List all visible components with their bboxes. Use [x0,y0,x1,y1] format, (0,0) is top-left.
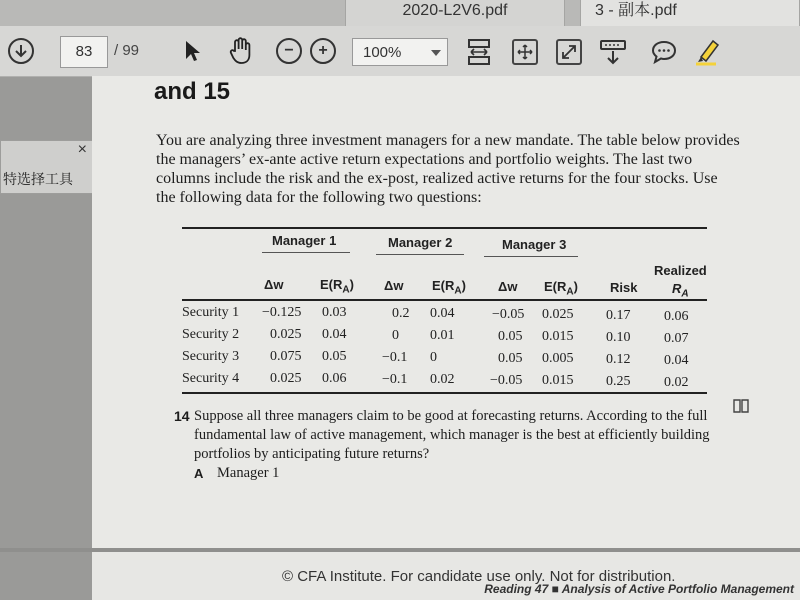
cell-realized: 0.02 [664,375,689,390]
cell-m2-dw: −0.1 [382,350,408,365]
col-header-m3-er: $E(R_A)$ [544,279,578,298]
comment-icon [650,39,678,65]
pdf-page [92,76,800,548]
manager1-underline [262,252,350,253]
toolbar [0,26,800,77]
cell-risk: 0.12 [606,352,631,367]
tab-3-copy[interactable] [580,0,800,26]
close-icon[interactable]: × [77,141,87,158]
cell-risk: 0.25 [606,374,631,389]
zoom-in-button[interactable] [310,38,336,64]
cell-realized: 0.06 [664,309,689,324]
hand-icon [228,37,254,65]
select-tool-button[interactable] [180,38,206,64]
page-number-input[interactable]: 83 [60,36,108,68]
table-top-rule [182,227,707,229]
chevron-down-icon [431,50,441,56]
highlighter-icon [692,36,722,66]
next-page-header [92,552,800,600]
col-header-realized: Realized [654,263,707,278]
row-label: Security 4 [182,371,240,386]
arrow-down-icon [14,44,28,58]
row-label: Security 1 [182,305,240,320]
cell-m3-dw: 0.05 [498,329,523,344]
cell-m1-dw: 0.025 [270,327,302,342]
table-header-rule [182,299,707,301]
group-header-manager1: Manager 1 [272,233,337,248]
cell-m2-er: 0.04 [430,306,455,321]
cell-m2-dw: −0.1 [382,372,408,387]
manager2-underline [376,254,464,255]
row-label: Security 3 [182,349,240,364]
tab-label: 2020-L2V6.pdf [402,2,508,19]
tab-2020-l2v6[interactable] [345,0,565,26]
cell-m1-er: 0.05 [322,349,347,364]
question-number: 14 [174,408,190,424]
cell-m2-dw: 0 [392,328,399,343]
cell-m1-er: 0.06 [322,371,347,386]
cell-risk: 0.10 [606,330,631,345]
cell-m3-dw: −0.05 [490,373,523,388]
group-header-manager2: Manager 2 [388,235,453,250]
fit-width-icon [467,38,491,66]
option-letter: A [194,466,204,481]
cursor-arrow-icon [183,39,203,63]
cell-m2-er: 0.02 [430,372,455,387]
question-text: Suppose all three managers claim to be good at forecasting returns. According to the full fundamental law of active management, which manager is the best at efficiently building portfolios by anticipating future returns? [194,408,710,462]
table-bottom-rule [182,392,707,394]
fit-page-icon [516,43,534,61]
cell-m3-dw: −0.05 [492,307,525,322]
panel-label: 特选择工具 [3,172,73,188]
option-text: Manager 1 [217,465,280,481]
book-icon[interactable] [732,398,750,419]
tool-panel [0,140,94,194]
fit-width-button[interactable] [466,38,492,66]
expand-icon [560,43,578,61]
col-header-realized-ra: $R_A$ [672,281,689,300]
page-total: / 99 [114,42,140,59]
intro-paragraph: You are analyzing three investment managers for a new mandate. The table below provides the managers’ ex-ante active return expectations and portfolio weights. The last two columns include the risk and the ex-post, realized active returns for the four stocks. Use the following data for the following two questions: [156,132,740,206]
group-header-manager3: Manager 3 [502,237,567,252]
col-header-m1-dw: Δw [264,277,284,292]
cell-risk: 0.17 [606,308,631,323]
next-page-button[interactable] [8,38,34,64]
cell-m3-dw: 0.05 [498,351,523,366]
col-header-m2-dw: Δw [384,278,404,293]
scroll-mode-icon [599,38,627,66]
cell-m1-er: 0.04 [322,327,347,342]
col-header-m3-dw: Δw [498,279,518,294]
fit-page-button[interactable] [512,39,538,65]
tab-label: 3 - 副本.pdf [595,2,677,19]
col-header-risk: Risk [610,280,638,295]
full-screen-button[interactable] [556,39,582,65]
section-heading: and 15 [154,78,231,105]
highlight-button[interactable] [692,36,722,66]
zoom-out-button[interactable] [276,38,302,64]
zoom-value: 100% [363,44,402,61]
col-header-m1-er: $E(R_A)$ [320,277,354,296]
cell-m1-dw: 0.025 [270,371,302,386]
tab-bar [0,0,800,26]
cell-m1-dw: −0.125 [262,305,302,320]
row-label: Security 2 [182,327,240,342]
cell-m2-er: 0.01 [430,328,455,343]
zoom-select[interactable] [352,38,448,66]
cell-m3-er: 0.015 [542,373,574,388]
cell-m3-er: 0.005 [542,351,574,366]
col-header-m2-er: $E(R_A)$ [432,278,466,297]
cell-m3-er: 0.025 [542,307,574,322]
scroll-mode-button[interactable] [598,38,628,66]
copyright-text: © CFA Institute. For candidate use only. Not for distribution. [282,568,676,585]
document-content [92,76,800,548]
minus-icon: − [284,42,294,59]
cell-m3-er: 0.015 [542,329,574,344]
cell-m1-er: 0.03 [322,305,347,320]
hand-tool-button[interactable] [226,36,256,66]
plus-icon: + [318,42,328,59]
comment-button[interactable] [650,39,678,65]
cell-m2-dw: 0.2 [392,306,410,321]
manager3-underline [484,256,578,257]
cell-m2-er: 0 [430,350,437,365]
cell-realized: 0.04 [664,353,689,368]
cell-m1-dw: 0.075 [270,349,302,364]
cell-realized: 0.07 [664,331,689,346]
reading-title: Reading 47 ■ Analysis of Active Portfolio Management [484,582,794,596]
